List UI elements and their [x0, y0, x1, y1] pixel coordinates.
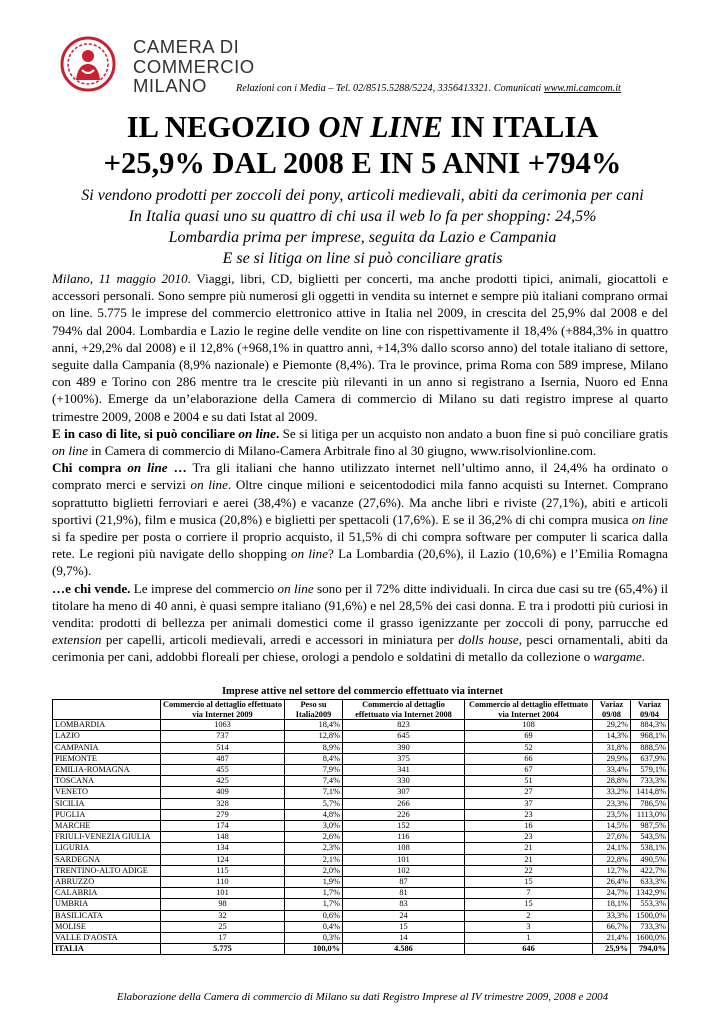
table-total-row: [53, 944, 669, 955]
column-header: Variaz 09/04: [631, 700, 669, 720]
table-row: [53, 877, 669, 888]
value-cell: 110: [161, 877, 285, 888]
table-row: [53, 787, 669, 798]
value-cell: 101: [161, 888, 285, 899]
table-row: [53, 742, 669, 753]
value-cell: 108: [465, 720, 593, 731]
value-cell: 375: [343, 753, 465, 764]
table-row: [53, 776, 669, 787]
value-cell: 422,7%: [631, 865, 669, 876]
value-cell: 124: [161, 854, 285, 865]
table-row: [53, 854, 669, 865]
region-cell: MOLISE: [53, 921, 161, 932]
media-contact: Relazioni con i Media – Tel. 02/8515.5288/5224, 3356413321. Comunicati www.mi.camcom.it: [236, 83, 621, 94]
value-cell: 14,3%: [593, 731, 631, 742]
value-cell: 733,3%: [631, 776, 669, 787]
value-cell: 24: [343, 910, 465, 921]
value-cell: 4,8%: [285, 809, 343, 820]
table-row: [53, 933, 669, 944]
value-cell: 307: [343, 787, 465, 798]
value-cell: 279: [161, 809, 285, 820]
value-cell: 24,7%: [593, 888, 631, 899]
value-cell: 33,2%: [593, 787, 631, 798]
table-row: [53, 832, 669, 843]
value-cell: 884,3%: [631, 720, 669, 731]
region-cell: LOMBARDIA: [53, 720, 161, 731]
value-cell: 67: [465, 765, 593, 776]
value-cell: 15: [465, 899, 593, 910]
value-cell: 7,4%: [285, 776, 343, 787]
table-row: [53, 753, 669, 764]
value-cell: 266: [343, 798, 465, 809]
value-cell: 0,3%: [285, 933, 343, 944]
table-row: [53, 921, 669, 932]
value-cell: 148: [161, 832, 285, 843]
region-cell: SARDEGNA: [53, 854, 161, 865]
value-cell: 28,8%: [593, 776, 631, 787]
value-cell: 5,7%: [285, 798, 343, 809]
value-cell: 83: [343, 899, 465, 910]
value-cell: 409: [161, 787, 285, 798]
value-cell: 51: [465, 776, 593, 787]
table-row: [53, 720, 669, 731]
value-cell: 7,1%: [285, 787, 343, 798]
value-cell: 21,4%: [593, 933, 631, 944]
value-cell: 52: [465, 742, 593, 753]
value-cell: 1342,9%: [631, 888, 669, 899]
value-cell: 487: [161, 753, 285, 764]
value-cell: 87: [343, 877, 465, 888]
value-cell: 226: [343, 809, 465, 820]
value-cell: 15: [343, 921, 465, 932]
value-cell: 645: [343, 731, 465, 742]
value-cell: 27: [465, 787, 593, 798]
value-cell: 1113,0%: [631, 809, 669, 820]
value-cell: 987,5%: [631, 821, 669, 832]
value-cell: 18,4%: [285, 720, 343, 731]
value-cell: 0,4%: [285, 921, 343, 932]
article-body: [52, 270, 668, 666]
value-cell: 102: [343, 865, 465, 876]
value-cell: 341: [343, 765, 465, 776]
region-cell: LAZIO: [53, 731, 161, 742]
region-cell: CAMPANIA: [53, 742, 161, 753]
value-cell: 3: [465, 921, 593, 932]
region-cell: TOSCANA: [53, 776, 161, 787]
value-cell: 1,7%: [285, 888, 343, 899]
region-cell: VENETO: [53, 787, 161, 798]
value-cell: 37: [465, 798, 593, 809]
value-cell: 15: [465, 877, 593, 888]
value-cell: 2,3%: [285, 843, 343, 854]
value-cell: 29,2%: [593, 720, 631, 731]
headline-line-1: IL NEGOZIO ON LINE IN ITALIA: [126, 110, 599, 144]
value-cell: 14,5%: [593, 821, 631, 832]
value-cell: 737: [161, 731, 285, 742]
value-cell: 553,3%: [631, 899, 669, 910]
value-cell: 543,5%: [631, 832, 669, 843]
value-cell: 330: [343, 776, 465, 787]
subheadline: In Italia quasi uno su quattro di chi usa il web lo fa per shopping: 24,5%: [128, 208, 597, 225]
subheadline: Si vendono prodotti per zoccoli dei pony, articoli medievali, abiti da cerimonia per cani: [81, 187, 644, 204]
value-cell: 29,9%: [593, 753, 631, 764]
value-cell: 2: [465, 910, 593, 921]
value-cell: 174: [161, 821, 285, 832]
value-cell: 8,4%: [285, 753, 343, 764]
region-cell: PUGLIA: [53, 809, 161, 820]
value-cell: 115: [161, 865, 285, 876]
value-cell: 0,6%: [285, 910, 343, 921]
value-cell: 646: [465, 944, 593, 955]
value-cell: 116: [343, 832, 465, 843]
value-cell: 1,7%: [285, 899, 343, 910]
value-cell: 27,6%: [593, 832, 631, 843]
paragraph-sellers: …e chi vende. Le imprese del commercio on line sono per il 72% ditte individuali. In circa due casi su tre (65,4%) il titolare ha meno di 40 anni, è quasi sempre italiano (91,6%) e nel 28,5% dei casi donna. E tra i prodotti più curiosi in vendita: prodotti di bellezza per animali domestici come il grasso igenizzante per zoccoli di pony, parrucche ed extension per capelli, articoli medievali, arredi e accessori in miniatura per dolls house, pesci ornamentali, abiti da cerimonia per cani, addobbi floreali per chiese, orologi a pendolo e soldatini di metallo da collezione o wargame.: [52, 580, 668, 665]
value-cell: 490,5%: [631, 854, 669, 865]
value-cell: 24,1%: [593, 843, 631, 854]
value-cell: 152: [343, 821, 465, 832]
value-cell: 25: [161, 921, 285, 932]
table-header-row: [53, 700, 669, 720]
region-cell: UMBRIA: [53, 899, 161, 910]
value-cell: 7,9%: [285, 765, 343, 776]
table-row: [53, 888, 669, 899]
value-cell: 328: [161, 798, 285, 809]
logo-line-2: COMMERCIO: [133, 55, 255, 77]
region-cell: ABRUZZO: [53, 877, 161, 888]
value-cell: 786,5%: [631, 798, 669, 809]
value-cell: 425: [161, 776, 285, 787]
region-cell: TRENTINO-ALTO ADIGE: [53, 865, 161, 876]
value-cell: 33,3%: [593, 910, 631, 921]
value-cell: 23,3%: [593, 798, 631, 809]
region-cell: CALABRIA: [53, 888, 161, 899]
website-link[interactable]: www.mi.camcom.it: [543, 83, 621, 94]
region-cell: PIEMONTE: [53, 753, 161, 764]
value-cell: 18,1%: [593, 899, 631, 910]
value-cell: 4.586: [343, 944, 465, 955]
value-cell: 69: [465, 731, 593, 742]
table-row: [53, 843, 669, 854]
headline-line-2: +25,9% DAL 2008 E IN 5 ANNI +794%: [103, 146, 622, 180]
region-cell: VALLE D'AOSTA: [53, 933, 161, 944]
value-cell: 1414,8%: [631, 787, 669, 798]
value-cell: 733,3%: [631, 921, 669, 932]
value-cell: 455: [161, 765, 285, 776]
value-cell: 33,4%: [593, 765, 631, 776]
value-cell: 633,3%: [631, 877, 669, 888]
table-row: [53, 899, 669, 910]
logo-line-1: CAMERA DI: [133, 36, 240, 57]
region-cell: ITALIA: [53, 944, 161, 955]
region-cell: MARCHE: [53, 821, 161, 832]
value-cell: 888,5%: [631, 742, 669, 753]
paragraph-buyers: Chi compra on line … Tra gli italiani che hanno utilizzato internet nell’ultimo anno, il 24,4% ha ordinato o comprato merci e servizi on line. Oltre cinque milioni e seicentododici mila fanno acquisti su Internet. Comprano soprattutto biglietti ferroviari e aerei (38,4%) e vacanze (27,6%). Ma anche libri e riviste (27,1%), abiti e articoli sportivi (21,9%), film e musica (20,8%) e biglietti per spettacoli (17,6%). E se il 36,2% di chi compra musica on line si fa spedire per posta o corriere il proprio acquisto, il 51,5% di chi compra software per computer li scarica dalla rete. Le regioni più navigate dello shopping on line? La Lombardia (20,6%), il Lazio (10,6%) e l’Emilia Romagna (9,7%).: [52, 460, 668, 579]
value-cell: 66,7%: [593, 921, 631, 932]
value-cell: 98: [161, 899, 285, 910]
value-cell: 134: [161, 843, 285, 854]
value-cell: 26,4%: [593, 877, 631, 888]
value-cell: 32: [161, 910, 285, 921]
value-cell: 31,8%: [593, 742, 631, 753]
table-row: [53, 821, 669, 832]
table-source-note: Elaborazione della Camera di commercio di Milano su dati Registro Imprese al IV trimestre 2009, 2008 e 2004: [116, 991, 609, 1003]
value-cell: 1: [465, 933, 593, 944]
regional-data-table: [52, 699, 669, 955]
paragraph-dispute: E in caso di lite, si può conciliare on line. Se si litiga per un acquisto non andato a buon fine si può conciliare gratis on line in Camera di commercio di Milano-Camera Arbitrale fino al 30 giugno, www.risolvionline.com.: [52, 425, 668, 459]
region-cell: EMILIA-ROMAGNA: [53, 765, 161, 776]
value-cell: 23: [465, 809, 593, 820]
value-cell: 794,0%: [631, 944, 669, 955]
value-cell: 2,6%: [285, 832, 343, 843]
subheadline: Lombardia prima per imprese, seguita da Lazio e Campania: [168, 229, 557, 246]
table-row: [53, 765, 669, 776]
region-cell: SICILIA: [53, 798, 161, 809]
value-cell: 108: [343, 843, 465, 854]
table-title: Imprese attive nel settore del commercio effettuato via internet: [221, 686, 504, 697]
value-cell: 3,0%: [285, 821, 343, 832]
value-cell: 66: [465, 753, 593, 764]
region-cell: LIGURIA: [53, 843, 161, 854]
column-header: Commercio al dettaglio effettuato via Internet 2008: [343, 700, 465, 720]
table-row: [53, 865, 669, 876]
value-cell: 100,0%: [285, 944, 343, 955]
value-cell: 579,1%: [631, 765, 669, 776]
value-cell: 21: [465, 843, 593, 854]
region-cell: FRIULI-VENEZIA GIULIA: [53, 832, 161, 843]
table-row: [53, 731, 669, 742]
value-cell: 968,1%: [631, 731, 669, 742]
value-cell: 12,8%: [285, 731, 343, 742]
value-cell: 23: [465, 832, 593, 843]
logo-line-3: MILANO: [133, 75, 207, 96]
column-header: Commercio al dettaglio effettuato via Internet 2009: [161, 700, 285, 720]
column-header: [53, 700, 161, 720]
value-cell: 21: [465, 854, 593, 865]
value-cell: 1600,0%: [631, 933, 669, 944]
value-cell: 2,1%: [285, 854, 343, 865]
subheadlines: [0, 185, 725, 269]
value-cell: 22,8%: [593, 854, 631, 865]
column-header: Peso su Italia2009: [285, 700, 343, 720]
subheadline: E se si litiga on line si può conciliare gratis: [222, 250, 503, 267]
value-cell: 538,1%: [631, 843, 669, 854]
value-cell: 1063: [161, 720, 285, 731]
value-cell: 1500,0%: [631, 910, 669, 921]
value-cell: 14: [343, 933, 465, 944]
value-cell: 101: [343, 854, 465, 865]
value-cell: 390: [343, 742, 465, 753]
value-cell: 1,9%: [285, 877, 343, 888]
value-cell: 823: [343, 720, 465, 731]
camera-commercio-logo-icon: [60, 36, 116, 92]
value-cell: 8,9%: [285, 742, 343, 753]
paragraph-intro: Milano, 11 maggio 2010. Viaggi, libri, CD, biglietti per concerti, ma anche prodotti tipici, animali, giocattoli e accessori personali. Sono sempre più numerosi gli oggetti in vendita su internet e sempre più italiani comprano ormai on line. 5.775 le imprese del commercio elettronico attive in Italia nel 2009, in crescita del 25,9% dal 2008 e del 794% dal 2004. Lombardia e Lazio le regine delle vendite on line con rispettivamente il 18,4% (+884,3% in quattro anni, +29,2% dal 2008) e il 12,8% (+968,1% in quattro anni, +14,3% dallo scorso anno) del totale italiano di settore, seguite dalla Campania (8,9% nazionale) e Piemonte (8,4%). Tra le province, prima Roma con 589 imprese, Milano con 489 e Torino con 286 mentre tra le crescite più rilevanti in un anno si registrano a Isernia, Nuoro ed Enna (+100%). Emerge da un’elaborazione della Camera di commercio di Milano su dati registro imprese al quarto trimestre 2009, 2008 e 2004 e su dati Istat al 2009.: [52, 271, 669, 424]
region-cell: BASILICATA: [53, 910, 161, 921]
value-cell: 2,0%: [285, 865, 343, 876]
table-row: [53, 798, 669, 809]
value-cell: 16: [465, 821, 593, 832]
value-cell: 7: [465, 888, 593, 899]
value-cell: 25,9%: [593, 944, 631, 955]
table-row: [53, 910, 669, 921]
value-cell: 22: [465, 865, 593, 876]
value-cell: 81: [343, 888, 465, 899]
value-cell: 12,7%: [593, 865, 631, 876]
column-header: Commercio al dettaglio effettuato via Internet 2004: [465, 700, 593, 720]
value-cell: 5.775: [161, 944, 285, 955]
table-row: [53, 809, 669, 820]
value-cell: 514: [161, 742, 285, 753]
value-cell: 17: [161, 933, 285, 944]
value-cell: 637,9%: [631, 753, 669, 764]
column-header: Variaz 09/08: [593, 700, 631, 720]
value-cell: 23,5%: [593, 809, 631, 820]
